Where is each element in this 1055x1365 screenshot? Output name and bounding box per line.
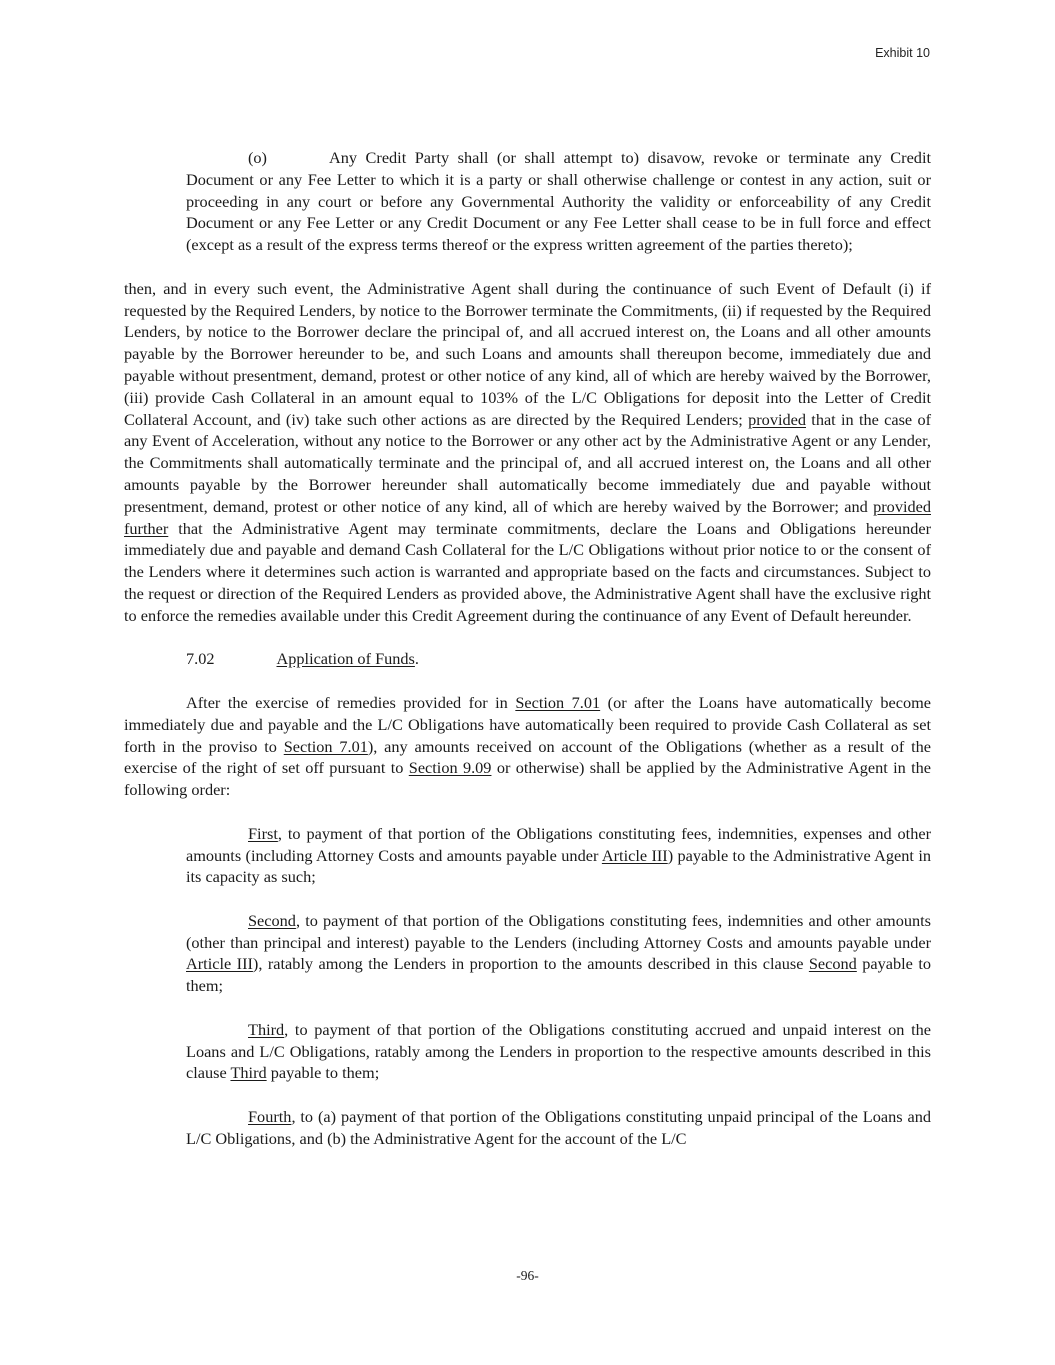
further-term: further <box>124 518 169 538</box>
second-text-2: ), ratably among the Lenders in proportion to the amounts described in this clause <box>252 954 804 974</box>
application-text-2: (or after the Loans have automatically become immediately due and payable and the L/C Obligations have automatically been required to provide Cash Collateral as set forth in the proviso to <box>124 692 932 756</box>
third-label: Third <box>248 1019 285 1039</box>
remedies-text-3: that the Administrative Agent may terminate commitments, declare the Loans and Obligations hereunder immediately due and payable and demand Cash Collateral for the L/C Obligations without prior notice to or the consent of the Lenders where it determines such action is warranted and appropriate based on the facts and circumstances. Subject to the request or direction of the Required Lenders as provided above, the Administrative Agent shall have the exclusive right to enforce the remedies available under this Credit Agreement during the continuance of any Event of Default hereunder. <box>124 518 931 625</box>
section-heading-7-02 <box>124 648 931 670</box>
first-text-1: , to payment of that portion of the Obligations constituting fees, indemnities, expenses and other amounts (including Attorney Costs and amounts payable under <box>186 823 931 865</box>
section-ref-9-09: Section 9.09 <box>408 758 492 778</box>
section-title: Application of Funds <box>276 649 415 669</box>
clause-o-text: Any Credit Party shall (or shall attempt to) disavow, revoke or terminate any Credit Document or any Fee Letter to which it is a party or shall otherwise challenge or contest in any action, suit or proceeding in any court or before any Governmental Authority the validity or enforceability of any Credit Document or any Fee Letter or any Credit Document or any Fee Letter shall cease to be in full force and effect (except as a result of the express terms thereof or the express written agreement of the parties thereto); <box>186 148 931 255</box>
third-text-1: , to payment of that portion of the Obligations constituting accrued and unpaid interest on the Loans and L/C Obligations, ratably among the Lenders in proportion to the respective amounts described in this clause <box>186 1019 931 1083</box>
third-text-2: payable to them; <box>270 1063 380 1083</box>
clause-second <box>186 910 931 997</box>
clause-o <box>186 147 931 256</box>
second-text-3: payable to them; <box>186 954 931 996</box>
first-label: First <box>248 823 278 843</box>
provided-term-2: provided <box>873 496 931 516</box>
third-label-ref: Third <box>230 1063 267 1083</box>
second-label-ref: Second <box>808 954 857 974</box>
section-title-period: . <box>414 649 419 669</box>
clause-third <box>186 1019 931 1084</box>
article-ref: Article III <box>186 954 253 974</box>
remedies-text-1: then, and in every such event, the Administrative Agent shall during the continuance of such Event of Default (i) if requested by the Required Lenders, by notice to the Borrower terminate the Commitments, (ii) if requested by the Required Lenders, by notice to the Borrower declare the principal of, and all accrued interest on, the Loans and all other amounts payable by the Borrower hereunder to be, and such Loans and amounts shall thereupon become, immediately due and payable without presentment, demand, protest or other notice of any kind, all of which are hereby waived by the Borrower, (iii) provide Cash Collateral in an amount equal to 103% of the L/C Obligations for deposit into the Letter of Credit Collateral Account, and (iv) take such other actions as are directed by the Required Lenders; <box>124 278 931 429</box>
application-text-3: ), any amounts received on account of the Obligations (whether as a result of the exercise of the right of set off pursuant to <box>124 736 931 778</box>
clause-fourth <box>186 1106 931 1150</box>
second-label: Second <box>248 910 296 930</box>
second-text-1: , to payment of that portion of the Obligations constituting fees, indemnities and other amounts (other than principal and interest) payable to the Lenders (including Attorney Costs and amounts payable under <box>186 910 931 952</box>
section-number: 7.02 <box>186 649 215 669</box>
application-text-4: or otherwise) shall be applied by the Administrative Agent in the following order: <box>124 758 932 800</box>
clause-o-marker: (o) <box>248 148 267 167</box>
application-paragraph <box>124 692 931 801</box>
application-text-1: After the exercise of remedies provided for in <box>186 692 508 712</box>
document-body <box>124 147 931 1150</box>
fourth-label: Fourth <box>248 1107 292 1127</box>
article-ref: Article III <box>601 845 668 865</box>
clause-first <box>186 823 931 888</box>
section-ref-7-01: Section 7.01 <box>515 692 601 712</box>
first-text-2: ) payable to the Administrative Agent in its capacity as such; <box>186 845 931 887</box>
fourth-text-1: , to (a) payment of that portion of the Obligations constituting unpaid principal of the Loans and L/C Obligations, and (b) the Administrative Agent for the account of the L/C <box>186 1107 931 1148</box>
exhibit-label: Exhibit 10 <box>875 46 930 60</box>
section-ref-7-01-b: Section 7.01 <box>283 736 368 756</box>
remedies-paragraph <box>124 278 931 627</box>
provided-term: provided <box>748 409 806 429</box>
page-number: -96- <box>516 1268 539 1283</box>
remedies-text-2: that in the case of any Event of Acceleration, without any notice to the Borrower or any other act by the Administrative Agent or any Lender, the Commitments shall automatically terminate and the principal of, and all accrued interest on, the Loans and all other amounts payable by the Borrower hereunder shall automatically become immediately due and payable without presentment, demand, protest or other notice of any kind, all of which are hereby waived by the Borrower; and <box>124 409 932 516</box>
